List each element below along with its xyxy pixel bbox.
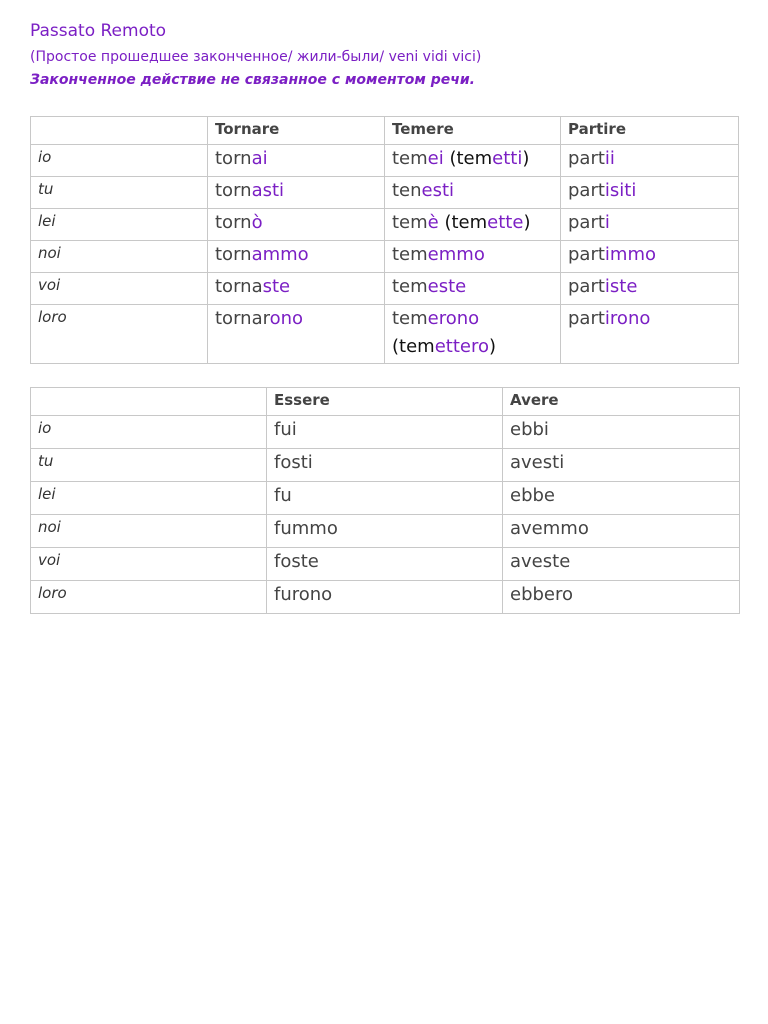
verb-ending: este xyxy=(427,276,467,297)
conjugation-cell xyxy=(208,177,385,209)
avere-cell: ebbi xyxy=(503,416,740,449)
table-row xyxy=(31,482,740,515)
verb-alt-stem: (tem xyxy=(443,148,493,169)
verb-ending: è xyxy=(427,212,439,233)
conjugation-cell xyxy=(385,305,561,364)
conjugation-cell xyxy=(208,241,385,273)
conjugation-cell xyxy=(385,145,561,177)
header-cell-empty xyxy=(31,388,267,416)
essere-cell: foste xyxy=(267,548,503,581)
page-note: Законченное действие не связанное с моментом речи. xyxy=(30,72,475,88)
verb-alt-ending: ette xyxy=(487,212,524,233)
verb-stem: tem xyxy=(392,244,428,265)
verb-stem: torn xyxy=(215,244,252,265)
essere-cell: fui xyxy=(267,416,503,449)
verb-ending: ei xyxy=(427,148,444,169)
pronoun-cell: noi xyxy=(31,241,208,273)
table-row xyxy=(31,305,739,364)
verb-ending: ammo xyxy=(251,244,309,265)
avere-cell: avesti xyxy=(503,449,740,482)
verb-ending: ai xyxy=(251,148,268,169)
irregular-verbs-table xyxy=(30,387,740,614)
verb-stem: tem xyxy=(392,276,428,297)
header-cell-essere: Essere xyxy=(267,388,503,416)
verb-stem: ten xyxy=(392,180,422,201)
avere-cell: ebbe xyxy=(503,482,740,515)
verb-alt-ending: etti xyxy=(492,148,523,169)
conjugation-cell xyxy=(561,273,739,305)
verb-ending: ono xyxy=(269,308,304,329)
verb-ending: irono xyxy=(604,308,651,329)
verb-stem: tem xyxy=(392,308,428,329)
pronoun-cell: loro xyxy=(31,581,267,614)
verb-stem: part xyxy=(568,180,605,201)
table-row xyxy=(31,581,740,614)
verb-ending: iste xyxy=(604,276,638,297)
conjugation-cell xyxy=(561,305,739,364)
essere-cell: furono xyxy=(267,581,503,614)
conjugation-cell xyxy=(208,273,385,305)
verb-alt-close: ) xyxy=(522,148,530,169)
verb-alt-stem: (tem xyxy=(438,212,488,233)
verb-alt-close: ) xyxy=(523,212,531,233)
pronoun-cell: io xyxy=(31,145,208,177)
verb-ending: isiti xyxy=(604,180,637,201)
regular-verbs-table xyxy=(30,116,739,364)
conjugation-cell xyxy=(208,145,385,177)
pronoun-cell: io xyxy=(31,416,267,449)
verb-ending: ò xyxy=(251,212,263,233)
table-row xyxy=(31,548,740,581)
verb-stem: torn xyxy=(215,148,252,169)
verb-ending: ii xyxy=(604,148,615,169)
conjugation-cell xyxy=(561,177,739,209)
table-row xyxy=(31,416,740,449)
table-row xyxy=(31,449,740,482)
conjugation-cell xyxy=(561,145,739,177)
table-row xyxy=(31,209,739,241)
table-row xyxy=(31,177,739,209)
conjugation-cell xyxy=(385,273,561,305)
conjugation-cell xyxy=(208,305,385,364)
verb-ending: ste xyxy=(262,276,291,297)
verb-alt-ending: ettero xyxy=(434,336,489,357)
header-cell-partire: Partire xyxy=(561,117,739,145)
header-cell-temere: Temere xyxy=(385,117,561,145)
verb-ending: erono xyxy=(427,308,480,329)
verb-alt-stem: (tem xyxy=(392,336,435,357)
verb-alt-close: ) xyxy=(488,336,497,357)
verb-ending: esti xyxy=(421,180,455,201)
essere-cell: fu xyxy=(267,482,503,515)
verb-ending: immo xyxy=(604,244,657,265)
verb-stem: part xyxy=(568,212,605,233)
pronoun-cell: voi xyxy=(31,273,208,305)
essere-cell: fosti xyxy=(267,449,503,482)
avere-cell: avemmo xyxy=(503,515,740,548)
pronoun-cell: tu xyxy=(31,449,267,482)
pronoun-cell: lei xyxy=(31,482,267,515)
verb-stem: part xyxy=(568,244,605,265)
verb-stem: torn xyxy=(215,180,252,201)
table-row xyxy=(31,515,740,548)
table-row xyxy=(31,273,739,305)
header-cell-avere: Avere xyxy=(503,388,740,416)
conjugation-cell xyxy=(208,209,385,241)
page-title: Passato Remoto xyxy=(30,21,167,41)
table-row xyxy=(31,241,739,273)
conjugation-cell xyxy=(561,209,739,241)
verb-ending: emmo xyxy=(427,244,485,265)
header-cell-tornare: Tornare xyxy=(208,117,385,145)
verb-stem: part xyxy=(568,308,605,329)
avere-cell: ebbero xyxy=(503,581,740,614)
pronoun-cell: voi xyxy=(31,548,267,581)
avere-cell: aveste xyxy=(503,548,740,581)
conjugation-cell xyxy=(561,241,739,273)
page-subtitle: (Простое прошедшее законченное/ жили-были/ veni vidi vici) xyxy=(30,49,482,65)
verb-stem: tem xyxy=(392,148,428,169)
verb-stem: torn xyxy=(215,212,252,233)
table-row xyxy=(31,145,739,177)
header-cell-empty xyxy=(31,117,208,145)
conjugation-cell xyxy=(385,209,561,241)
verb-ending: asti xyxy=(251,180,285,201)
table-header-row xyxy=(31,117,739,145)
verb-stem: part xyxy=(568,148,605,169)
pronoun-cell: loro xyxy=(31,305,208,364)
verb-stem: part xyxy=(568,276,605,297)
verb-stem: tornar xyxy=(215,308,270,329)
essere-cell: fummo xyxy=(267,515,503,548)
pronoun-cell: noi xyxy=(31,515,267,548)
conjugation-cell xyxy=(385,241,561,273)
pronoun-cell: tu xyxy=(31,177,208,209)
table-header-row xyxy=(31,388,740,416)
verb-ending: i xyxy=(604,212,610,233)
pronoun-cell: lei xyxy=(31,209,208,241)
conjugation-cell xyxy=(385,177,561,209)
verb-stem: tem xyxy=(392,212,428,233)
verb-stem: torna xyxy=(215,276,263,297)
